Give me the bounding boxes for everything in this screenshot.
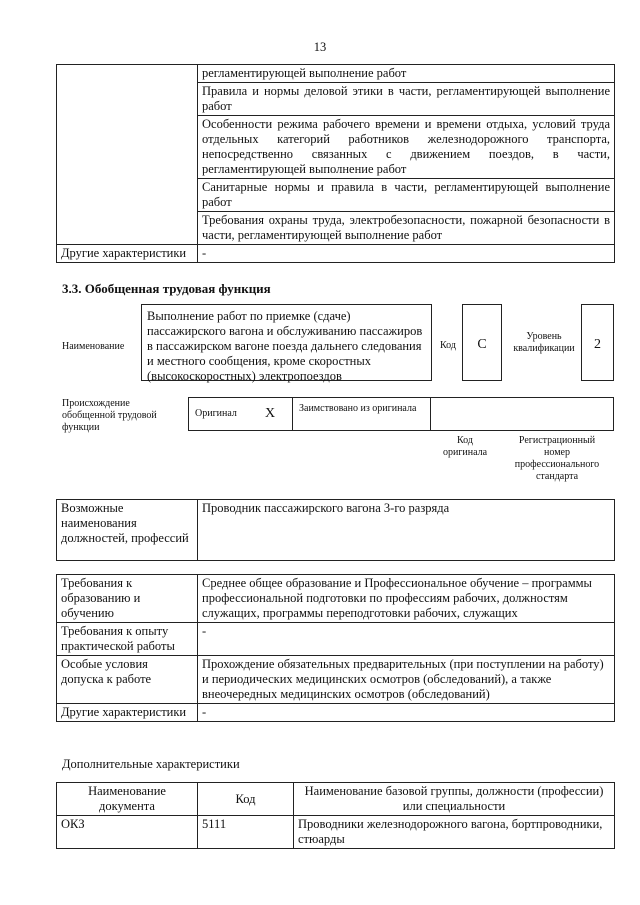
knowledge-item: Санитарные нормы и правила в части, регламентирующей выполнение работ xyxy=(198,179,615,212)
table-row xyxy=(57,500,615,561)
table-row xyxy=(57,245,615,263)
empty-label-cell xyxy=(57,65,198,245)
table-header-row xyxy=(57,783,615,816)
code-cell: 5111 xyxy=(198,816,294,849)
other-label: Другие характеристики xyxy=(57,704,198,722)
education-label: Требования к образованию и обучению xyxy=(57,575,198,623)
name-label: Наименование xyxy=(62,341,125,352)
header-document: Наименование документа xyxy=(57,783,198,816)
borrowed-label: Заимствовано из оригинала xyxy=(299,403,417,414)
other-value: - xyxy=(198,704,615,722)
conditions-label: Особые условия допуска к работе xyxy=(57,656,198,704)
experience-value: - xyxy=(198,623,615,656)
table-row xyxy=(57,575,615,623)
origin-label: Происхождение обобщенной трудовой функции xyxy=(62,398,157,433)
qualification-level: 2 xyxy=(581,304,614,381)
table-row xyxy=(57,656,615,704)
knowledge-item: регламентирующей выполнение работ xyxy=(198,65,615,83)
section-title: 3.3. Обобщенная трудовая функция xyxy=(62,281,271,296)
knowledge-item: Особенности режима рабочего времени и времени отдыха, условий труда отдельных категорий работников железнодорожного транспорта, непосредственно связанных с движением поездов, в части, регламентирующей выполнение работ xyxy=(198,116,615,179)
additional-title: Дополнительные характеристики xyxy=(62,757,240,771)
registration-number-caption: Регистрационный номер профессионального стандарта xyxy=(514,435,600,482)
function-code: C xyxy=(462,304,502,381)
table-row xyxy=(57,65,615,83)
positions-table xyxy=(56,499,615,561)
table-row xyxy=(57,623,615,656)
positions-value: Проводник пассажирского вагона 3-го разряда xyxy=(198,500,615,561)
original-code-caption: Код оригинала xyxy=(442,435,488,458)
requirements-table xyxy=(56,574,615,722)
original-label: Оригинал xyxy=(195,408,237,419)
other-characteristics-value: - xyxy=(198,245,615,263)
code-label: Код xyxy=(440,340,456,351)
knowledge-item: Требования охраны труда, электробезопасности, пожарной безопасности в части, регламентирующей выполнение работ xyxy=(198,212,615,245)
knowledge-table xyxy=(56,64,615,263)
experience-label: Требования к опыту практической работы xyxy=(57,623,198,656)
group-cell: Проводники железнодорожного вагона, бортпроводники, стюарды xyxy=(294,816,615,849)
level-label: Уровень квалификации xyxy=(513,331,575,354)
education-value: Среднее общее образование и Профессиональное обучение – программы профессиональной подготовки по профессиям рабочих, должностям служащих, программы переподготовки рабочих, служащих xyxy=(198,575,615,623)
header-code: Код xyxy=(198,783,294,816)
conditions-value: Прохождение обязательных предварительных (при поступлении на работу) и периодических медицинских осмотров (обследований), а также внеочередных медицинских осмотров (обследований) xyxy=(198,656,615,704)
header-group: Наименование базовой группы, должности (профессии) или специальности xyxy=(294,783,615,816)
additional-table xyxy=(56,782,615,849)
positions-label: Возможные наименования должностей, профессий xyxy=(57,500,198,561)
original-mark: X xyxy=(265,406,276,421)
other-characteristics-label: Другие характеристики xyxy=(57,245,198,263)
document-cell: ОКЗ xyxy=(57,816,198,849)
table-row xyxy=(57,704,615,722)
origin-divider xyxy=(292,397,293,431)
table-row xyxy=(57,816,615,849)
origin-divider xyxy=(430,397,431,431)
knowledge-item: Правила и нормы деловой этики в части, регламентирующей выполнение работ xyxy=(198,83,615,116)
page-number: 13 xyxy=(313,40,327,54)
function-name: Выполнение работ по приемке (сдаче) пассажирского вагона и обслуживанию пассажиров в пассажирском вагоне поезда дальнего следования и местного сообщения, кроме скоростных (высокоскоростных) электропоездов xyxy=(141,304,432,381)
